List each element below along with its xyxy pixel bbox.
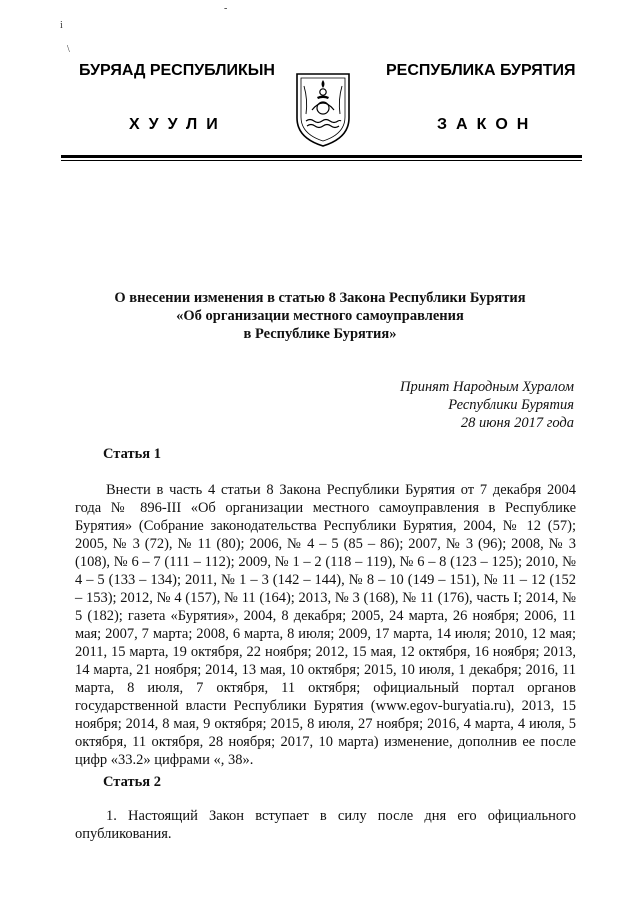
article-1-text: Внести в часть 4 статьи 8 Закона Республики Бурятия от 7 декабря 2004 года № 896-III «Об организации местного самоуправления в Республике Бурятия» (Собрание законодательства Республики Бурятия, 2004, № 12 (57); 2005, № 3 (72), № 11 (80); 2006, № 4 – 5 (85 – 86); 2007, № 3 (96); 2008, № 3 (108), № 6 – 7 (111 – 112); 2009, № 1 – 2 (118 – 119), № 6 – 8 (123 – 125); 2010, № 4 – 5 (133 – 134); 2011, № 1 – 3 (142 – 144), № 8 – 10 (149 – 151), № 11 – 12 (152 – 153); 2012, № 4 (157), № 11 (164); 2013, № 3 (168), № 11 (176), часть I; 2014, № 5 (182); газета «Бурятия», 2004, 8 декабря; 2005, 24 марта, 26 ноября; 2006, 11 мая; 2007, 7 марта; 2008, 6 марта, 8 июля; 2009, 17 марта, 14 июля; 2010, 12 мая; 2011, 15 марта, 19 октября, 22 ноября; 2012, 15 мая, 12 октября, 16 ноября; 2013, 14 марта, 21 ноября; 2014, 13 мая, 10 октября; 2015, 10 июля, 1 декабря; 2016, 11 марта, 8 июля, 7 октября, 11 октября; официальный портал органов государственной власти Республики Бурятия (www.egov-buryatia.ru), 2013, 15 ноября; 2014, 8 мая, 9 октября; 2015, 8 июля, 27 ноября; 2016, 4 марта, 4 июля, 5 октября, 11 октября, 28 ноября; 2017, 10 марта) изменение, дополнив ее после цифр «33.2» цифрами «, 38». — [75, 482, 576, 768]
adoption-note-line: Принят Народным Хуралом — [399, 379, 574, 395]
scan-mark: i — [60, 20, 63, 31]
scan-mark: \ — [67, 44, 70, 55]
law-title-line: в Республике Бурятия» — [243, 326, 397, 342]
adoption-date: 28 июня 2017 года — [460, 415, 574, 431]
scan-mark: - — [224, 3, 228, 14]
header-buryat-law: ХУУЛИ — [129, 116, 227, 133]
law-title-line: «Об организации местного самоуправления — [176, 308, 464, 324]
article-2-text: 1. Настоящий Закон вступает в силу после дня его официального опубликования. — [75, 808, 576, 842]
coat-of-arms-icon — [292, 66, 354, 148]
law-title-line: О внесении изменения в статью 8 Закона Республики Бурятия — [114, 290, 526, 306]
header-russian-law: ЗАКОН — [437, 116, 538, 133]
header-divider-thick — [61, 155, 582, 158]
header-russian-republic: РЕСПУБЛИКА БУРЯТИЯ — [386, 62, 576, 79]
header-buryat-republic: БУРЯАД РЕСПУБЛИКЫН — [79, 62, 275, 79]
header-divider-thin — [61, 160, 582, 161]
article-1-heading: Статья 1 — [103, 446, 161, 462]
article-2-heading: Статья 2 — [103, 774, 161, 790]
adoption-note-line: Республики Бурятия — [448, 397, 574, 413]
